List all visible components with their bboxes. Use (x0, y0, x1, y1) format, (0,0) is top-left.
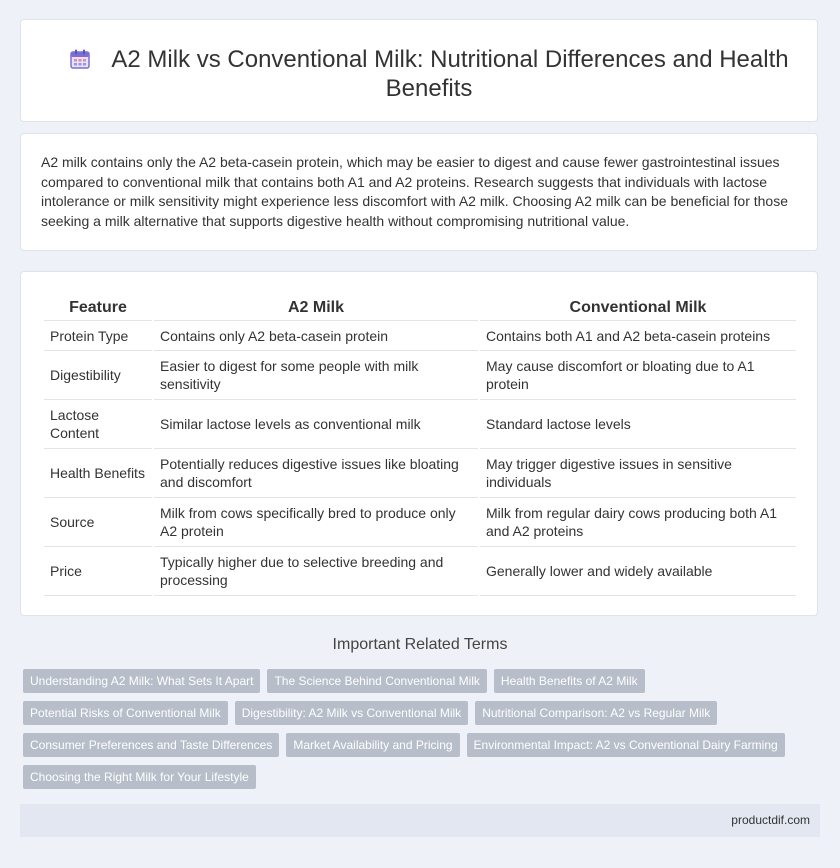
feature-cell: Health Benefits (44, 449, 152, 498)
related-term-tag[interactable]: Market Availability and Pricing (286, 733, 459, 757)
a2-cell: Similar lactose levels as conventional milk (154, 400, 478, 449)
page-title-wrap (61, 45, 797, 103)
related-term-tag[interactable]: Potential Risks of Conventional Milk (23, 701, 228, 725)
related-terms-title: Important Related Terms (332, 636, 508, 653)
table-row (44, 400, 796, 449)
conventional-cell: Generally lower and widely available (480, 547, 796, 596)
feature-cell: Digestibility (44, 351, 152, 400)
table-row (44, 547, 796, 596)
feature-cell: Price (44, 547, 152, 596)
header-a2-milk: A2 Milk (154, 294, 478, 321)
intro-paragraph: A2 milk contains only the A2 beta-casein protein, which may be easier to digest and cause fewer gastrointestinal issues compared to conventional milk that contains both A1 and A2 proteins. Research suggests that individuals with lactose intolerance or milk sensitivity might experience less discomfort with A2 milk. Choosing A2 milk can be beneficial for those seeking a milk alternative that supports digestive health without compromising nutritional value. (41, 154, 788, 229)
related-term-tag[interactable]: Digestibility: A2 Milk vs Conventional Milk (235, 701, 468, 725)
header-feature: Feature (44, 294, 152, 321)
table-row (44, 351, 796, 400)
comparison-card (20, 271, 818, 616)
comparison-table (42, 294, 798, 596)
related-term-tag[interactable]: Consumer Preferences and Taste Differences (23, 733, 279, 757)
title-card (20, 19, 818, 122)
related-term-tag[interactable]: Health Benefits of A2 Milk (494, 669, 645, 693)
conventional-cell: Contains both A1 and A2 beta-casein proteins (480, 321, 796, 351)
feature-cell: Source (44, 498, 152, 547)
conventional-cell: May cause discomfort or bloating due to A1 protein (480, 351, 796, 400)
footer-site-link[interactable]: productdif.com (731, 813, 810, 827)
related-term-tag[interactable]: Nutritional Comparison: A2 vs Regular Milk (475, 701, 717, 725)
conventional-cell: May trigger digestive issues in sensitive individuals (480, 449, 796, 498)
table-row (44, 449, 796, 498)
footer-bar (20, 804, 820, 837)
a2-cell: Easier to digest for some people with milk sensitivity (154, 351, 478, 400)
table-row (44, 321, 796, 351)
feature-cell: Protein Type (44, 321, 152, 351)
header-conventional-milk: Conventional Milk (480, 294, 796, 321)
table-header-row (44, 294, 796, 321)
a2-cell: Typically higher due to selective breeding and processing (154, 547, 478, 596)
calendar-icon (69, 48, 91, 70)
page-title: A2 Milk vs Conventional Milk: Nutritional Differences and Health Benefits (111, 46, 789, 102)
feature-cell: Lactose Content (44, 400, 152, 449)
related-term-tag[interactable]: Environmental Impact: A2 vs Conventional Dairy Farming (467, 733, 785, 757)
related-term-tag[interactable]: The Science Behind Conventional Milk (267, 669, 486, 693)
conventional-cell: Milk from regular dairy cows producing both A1 and A2 proteins (480, 498, 796, 547)
table-row (44, 498, 796, 547)
a2-cell: Milk from cows specifically bred to produce only A2 protein (154, 498, 478, 547)
a2-cell: Potentially reduces digestive issues like bloating and discomfort (154, 449, 478, 498)
conventional-cell: Standard lactose levels (480, 400, 796, 449)
related-terms-list (23, 669, 803, 789)
related-term-tag[interactable]: Choosing the Right Milk for Your Lifestyle (23, 765, 256, 789)
intro-card (20, 133, 818, 251)
a2-cell: Contains only A2 beta-casein protein (154, 321, 478, 351)
related-term-tag[interactable]: Understanding A2 Milk: What Sets It Apart (23, 669, 260, 693)
